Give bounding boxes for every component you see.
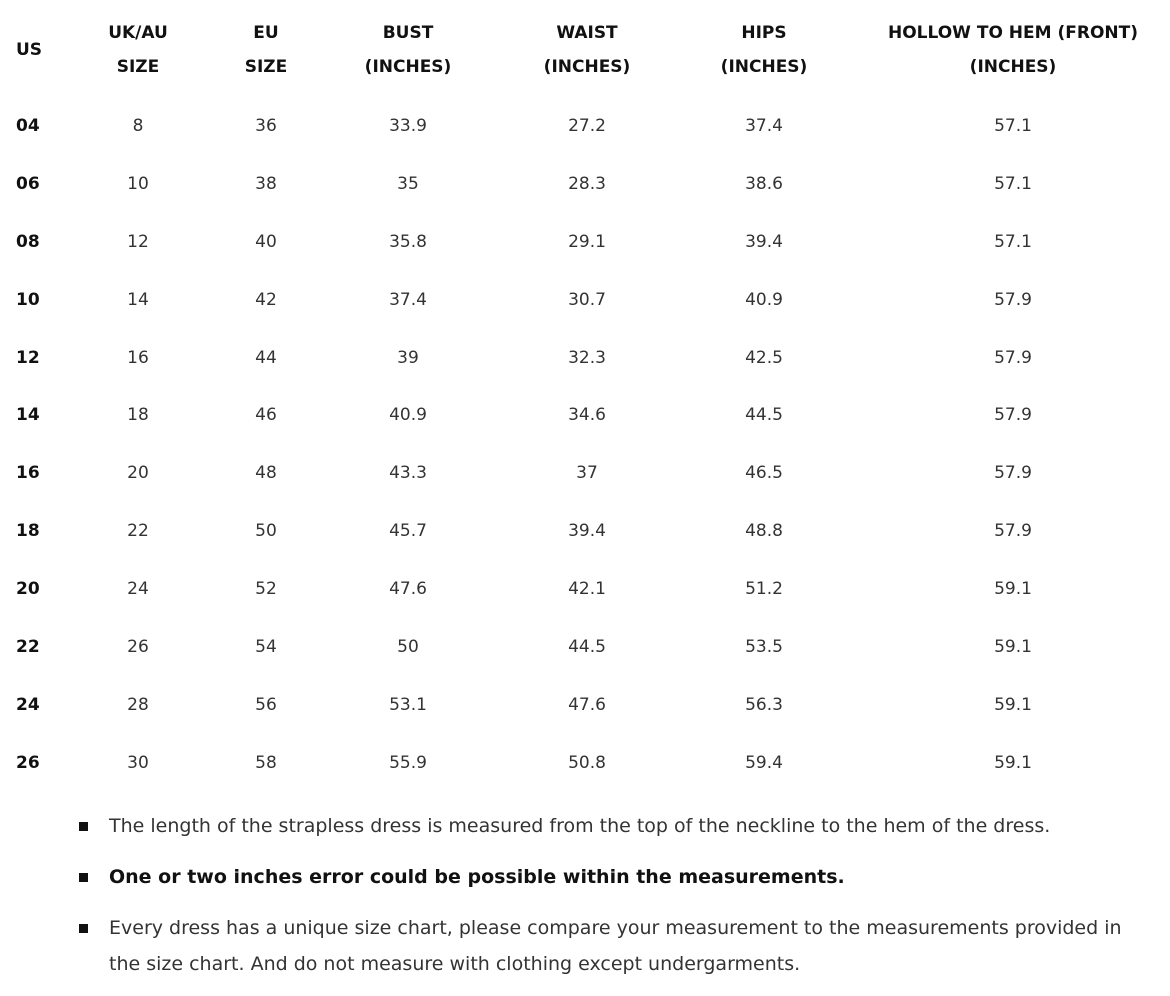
cell-waist: 39.4 xyxy=(568,521,606,542)
size-chart-table xyxy=(0,7,1170,792)
cell-us: 10 xyxy=(16,289,40,310)
cell-eu: 48 xyxy=(255,463,277,484)
cell-us: 06 xyxy=(16,173,40,194)
cell-us: 22 xyxy=(16,636,40,657)
table-row xyxy=(0,560,1170,618)
cell-us: 08 xyxy=(16,231,40,252)
cell-us: 12 xyxy=(16,347,40,368)
cell-bust: 53.1 xyxy=(389,694,427,715)
cell-uk-au: 26 xyxy=(127,636,149,657)
header-hollow-line-2: (INCHES) xyxy=(969,57,1057,77)
cell-waist: 28.3 xyxy=(568,173,606,194)
cell-hips: 42.5 xyxy=(745,347,783,368)
header-eu-size xyxy=(218,7,314,93)
cell-hollow-to-hem: 57.1 xyxy=(994,115,1032,136)
header-us-line-1: US xyxy=(16,40,43,60)
cell-us: 16 xyxy=(16,463,40,484)
table-row xyxy=(0,213,1170,271)
header-hips-line-1: HIPS xyxy=(741,23,787,43)
cell-hips: 46.5 xyxy=(745,463,783,484)
table-header xyxy=(0,7,1170,93)
cell-us: 04 xyxy=(16,115,40,136)
cell-waist: 30.7 xyxy=(568,289,606,310)
header-row xyxy=(0,7,1170,93)
cell-hollow-to-hem: 57.9 xyxy=(994,405,1032,426)
cell-bust: 47.6 xyxy=(389,579,427,600)
cell-bust: 37.4 xyxy=(389,289,427,310)
cell-hollow-to-hem: 57.9 xyxy=(994,347,1032,368)
cell-hips: 53.5 xyxy=(745,636,783,657)
cell-uk-au: 14 xyxy=(127,289,149,310)
cell-eu: 54 xyxy=(255,636,277,657)
note-item xyxy=(76,910,1136,982)
header-us xyxy=(0,7,58,93)
header-hollow-to-hem xyxy=(856,7,1170,93)
cell-waist: 32.3 xyxy=(568,347,606,368)
cell-hips: 37.4 xyxy=(745,115,783,136)
cell-eu: 46 xyxy=(255,405,277,426)
cell-hollow-to-hem: 59.1 xyxy=(994,579,1032,600)
cell-waist: 47.6 xyxy=(568,694,606,715)
table-row xyxy=(0,155,1170,213)
cell-waist: 29.1 xyxy=(568,231,606,252)
square-bullet-icon xyxy=(79,873,88,882)
cell-bust: 33.9 xyxy=(389,115,427,136)
cell-bust: 35.8 xyxy=(389,231,427,252)
cell-eu: 38 xyxy=(255,173,277,194)
cell-waist: 50.8 xyxy=(568,752,606,773)
table-row xyxy=(0,618,1170,676)
cell-bust: 35 xyxy=(397,173,419,194)
cell-waist: 27.2 xyxy=(568,115,606,136)
header-eu-line-2: SIZE xyxy=(244,57,288,77)
header-uk-au-size xyxy=(58,7,218,93)
header-uk-au-line-1: UK/AU xyxy=(108,23,168,43)
cell-uk-au: 10 xyxy=(127,173,149,194)
note-item xyxy=(76,808,1136,844)
note-text: One or two inches error could be possible within the measurements. xyxy=(109,866,845,888)
cell-uk-au: 24 xyxy=(127,579,149,600)
cell-waist: 34.6 xyxy=(568,405,606,426)
cell-hollow-to-hem: 59.1 xyxy=(994,636,1032,657)
square-bullet-icon xyxy=(79,924,88,933)
table-row xyxy=(0,329,1170,387)
table-row xyxy=(0,93,1170,155)
header-uk-au-line-2: SIZE xyxy=(116,57,160,77)
table-row xyxy=(0,444,1170,502)
cell-bust: 45.7 xyxy=(389,521,427,542)
cell-hips: 40.9 xyxy=(745,289,783,310)
cell-eu: 40 xyxy=(255,231,277,252)
header-bust-line-2: (INCHES) xyxy=(364,57,452,77)
cell-waist: 42.1 xyxy=(568,579,606,600)
cell-hips: 48.8 xyxy=(745,521,783,542)
cell-hollow-to-hem: 57.1 xyxy=(994,173,1032,194)
cell-bust: 39 xyxy=(397,347,419,368)
cell-us: 26 xyxy=(16,752,40,773)
cell-hips: 38.6 xyxy=(745,173,783,194)
cell-eu: 58 xyxy=(255,752,277,773)
cell-hips: 56.3 xyxy=(745,694,783,715)
cell-hips: 51.2 xyxy=(745,579,783,600)
cell-waist: 44.5 xyxy=(568,636,606,657)
cell-uk-au: 12 xyxy=(127,231,149,252)
header-waist xyxy=(502,7,672,93)
note-text: Every dress has a unique size chart, please compare your measurement to the measurements provided in the size chart. And do not measure with clothing except undergarments. xyxy=(109,917,1122,975)
cell-eu: 50 xyxy=(255,521,277,542)
cell-hollow-to-hem: 59.1 xyxy=(994,752,1032,773)
cell-hollow-to-hem: 57.1 xyxy=(994,231,1032,252)
header-bust-line-1: BUST xyxy=(382,23,434,43)
table-row xyxy=(0,734,1170,792)
header-hollow-line-1: HOLLOW TO HEM (FRONT) xyxy=(887,23,1139,43)
cell-uk-au: 18 xyxy=(127,405,149,426)
cell-eu: 44 xyxy=(255,347,277,368)
cell-hollow-to-hem: 57.9 xyxy=(994,289,1032,310)
measurement-notes xyxy=(76,808,1136,982)
cell-eu: 56 xyxy=(255,694,277,715)
cell-hips: 44.5 xyxy=(745,405,783,426)
cell-hollow-to-hem: 57.9 xyxy=(994,463,1032,484)
header-hips-line-2: (INCHES) xyxy=(720,57,808,77)
note-text: The length of the strapless dress is measured from the top of the neckline to the hem of the dress. xyxy=(109,815,1051,837)
header-waist-line-1: WAIST xyxy=(556,23,618,43)
header-bust xyxy=(314,7,502,93)
cell-bust: 40.9 xyxy=(389,405,427,426)
table-row xyxy=(0,676,1170,734)
table-row xyxy=(0,502,1170,560)
cell-uk-au: 28 xyxy=(127,694,149,715)
cell-us: 14 xyxy=(16,405,40,426)
cell-uk-au: 8 xyxy=(132,115,144,136)
table-row xyxy=(0,271,1170,329)
cell-bust: 50 xyxy=(397,636,419,657)
header-hips xyxy=(672,7,856,93)
cell-hips: 59.4 xyxy=(745,752,783,773)
cell-uk-au: 30 xyxy=(127,752,149,773)
cell-us: 18 xyxy=(16,521,40,542)
cell-eu: 42 xyxy=(255,289,277,310)
cell-hollow-to-hem: 57.9 xyxy=(994,521,1032,542)
header-waist-line-2: (INCHES) xyxy=(543,57,631,77)
cell-bust: 43.3 xyxy=(389,463,427,484)
cell-eu: 52 xyxy=(255,579,277,600)
cell-hips: 39.4 xyxy=(745,231,783,252)
table-body xyxy=(0,93,1170,792)
cell-uk-au: 20 xyxy=(127,463,149,484)
cell-us: 20 xyxy=(16,579,40,600)
table-row xyxy=(0,386,1170,444)
cell-uk-au: 16 xyxy=(127,347,149,368)
note-item-emphasized xyxy=(76,859,1136,895)
square-bullet-icon xyxy=(79,822,88,831)
cell-uk-au: 22 xyxy=(127,521,149,542)
cell-waist: 37 xyxy=(576,463,598,484)
cell-us: 24 xyxy=(16,694,40,715)
cell-bust: 55.9 xyxy=(389,752,427,773)
cell-hollow-to-hem: 59.1 xyxy=(994,694,1032,715)
header-eu-line-1: EU xyxy=(253,23,279,43)
cell-eu: 36 xyxy=(255,115,277,136)
